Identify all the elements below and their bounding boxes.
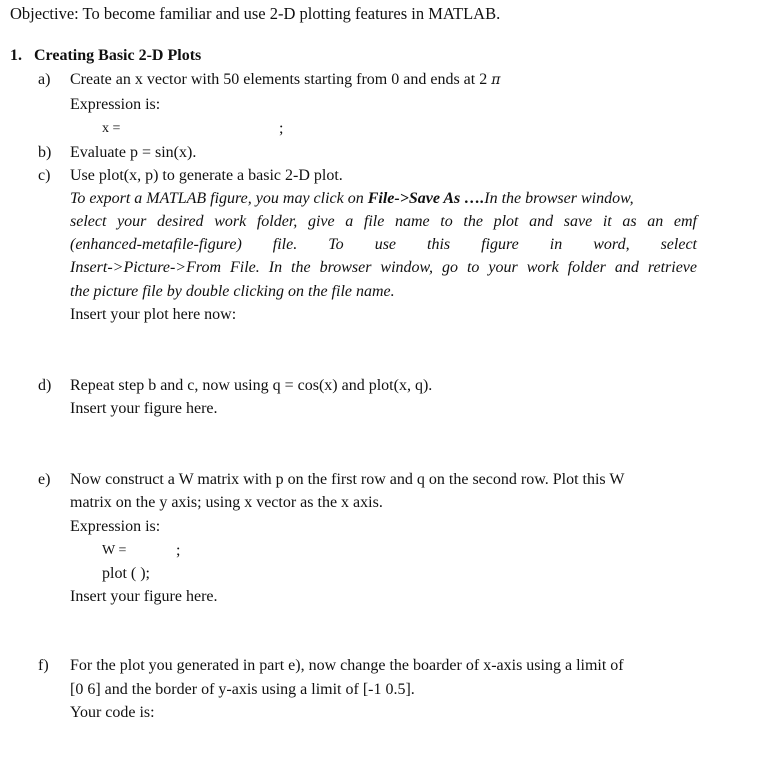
item-f-code-prompt: Your code is: bbox=[70, 704, 155, 721]
export-instructions-line-1 bbox=[70, 189, 634, 209]
section-heading bbox=[10, 46, 201, 66]
export-instructions-line-4: Insert->Picture->From File. In the browser window, go to your work folder and retrieve bbox=[70, 259, 697, 276]
item-e-text-line-1: Now construct a W matrix with p on the first row and q on the second row. Plot this W bbox=[70, 471, 625, 488]
w-assignment: W = bbox=[102, 543, 127, 558]
w-semicolon: ; bbox=[176, 542, 181, 559]
item-a-sentence: Create an x vector with 50 elements starting from 0 and ends at 2 bbox=[70, 71, 488, 88]
x-assignment: x = bbox=[102, 121, 121, 136]
export-text-1: To export a MATLAB figure, you may click on bbox=[70, 190, 368, 207]
item-e-label: e) bbox=[38, 471, 51, 488]
item-c-text: Use plot(x, p) to generate a basic 2-D plot. bbox=[70, 167, 343, 184]
item-d-label: d) bbox=[38, 377, 52, 394]
export-text-2: In the browser window, bbox=[484, 190, 634, 207]
x-semicolon: ; bbox=[279, 120, 284, 137]
item-f-text-line-1: For the plot you generated in part e), now change the boarder of x-axis using a limit of bbox=[70, 657, 624, 674]
item-a-text bbox=[70, 70, 500, 90]
item-b-label: b) bbox=[38, 144, 52, 161]
export-instructions-line-2: select your desired work folder, give a file name to the plot and save it as an emf bbox=[70, 213, 697, 230]
item-b-text: Evaluate p = sin(x). bbox=[70, 144, 197, 161]
section-number: 1. bbox=[10, 47, 22, 64]
file-save-as-menu-path: File->Save As …. bbox=[367, 190, 485, 207]
item-c-insert-prompt: Insert your plot here now: bbox=[70, 306, 237, 323]
pi-symbol: π bbox=[491, 72, 501, 88]
export-instructions-line-3: (enhanced-metafile-figure) file. To use this figure in word, select bbox=[70, 236, 697, 253]
item-c-label: c) bbox=[38, 167, 51, 184]
section-title: Creating Basic 2-D Plots bbox=[34, 47, 202, 64]
plot-call: plot ( ); bbox=[102, 565, 150, 582]
item-a-expression-label: Expression is: bbox=[70, 96, 161, 113]
item-e-expression-label: Expression is: bbox=[70, 518, 161, 535]
item-d-text: Repeat step b and c, now using q = cos(x) and plot(x, q). bbox=[70, 377, 433, 394]
objective-text: Objective: To become familiar and use 2-D plotting features in MATLAB. bbox=[10, 4, 501, 23]
item-e-text-line-2: matrix on the y axis; using x vector as the x axis. bbox=[70, 494, 383, 511]
export-instructions-line-5: the picture file by double clicking on the file name. bbox=[70, 283, 395, 300]
item-a-label: a) bbox=[38, 71, 51, 88]
item-f-text-line-2: [0 6] and the border of y-axis using a limit of [-1 0.5]. bbox=[70, 681, 415, 698]
item-d-insert-prompt: Insert your figure here. bbox=[70, 400, 218, 417]
item-f-label: f) bbox=[38, 657, 49, 674]
item-e-insert-prompt: Insert your figure here. bbox=[70, 588, 218, 605]
